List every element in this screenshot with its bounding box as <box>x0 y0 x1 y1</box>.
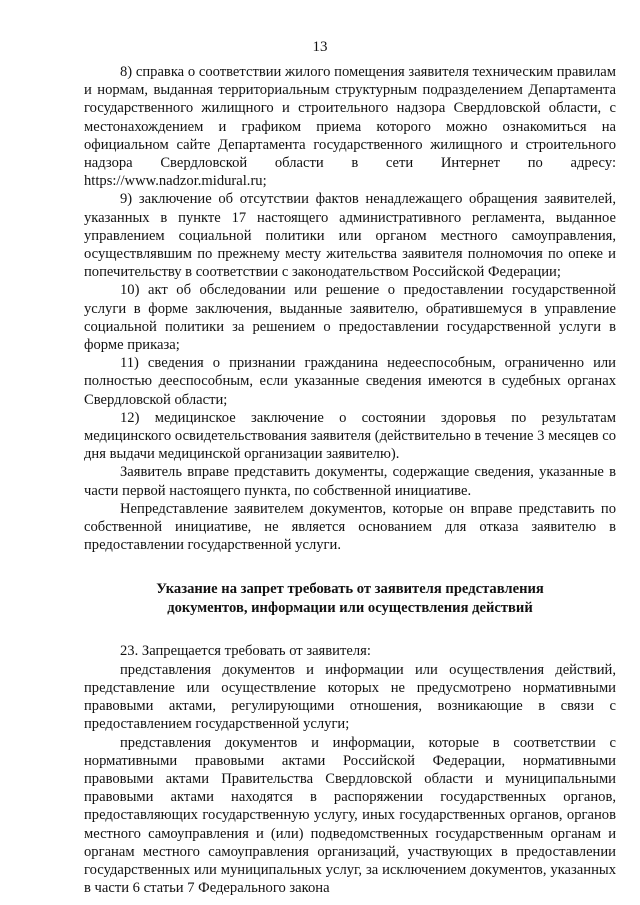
page-number: 13 <box>312 39 328 55</box>
paragraph-applicant-right: Заявитель вправе представить документы, содержащие сведения, указанные в части первой настоящего пункта, по собственной инициативе. <box>84 464 616 499</box>
paragraph-item-11: 11) сведения о признании гражданина недееспособным, ограниченно или полностью дееспособным, если указанные сведения имеются в судебных органах Свердловской области; <box>84 355 616 408</box>
paragraph-23-prohibition-1: представления документов и информации или осуществления действий, представление или осуществление которых не предусмотрено нормативными правовыми актами, регулирующими отношения, возникающие в связи с предоставлением государственной услуги; <box>84 661 616 733</box>
section-heading-line-2: документов, информации или осуществления действий <box>167 600 533 617</box>
section-heading <box>84 580 616 618</box>
paragraph-23-intro: 23. Запрещается требовать от заявителя: <box>120 643 371 660</box>
section-heading-line-1: Указание на запрет требовать от заявителя представления <box>156 581 544 598</box>
paragraph-item-10: 10) акт об обследовании или решение о предоставлении государственной услуги в форме заключения, выданные заявителю, обратившемуся в управление социальной политики за решением о предоставлении государственной услуги в форме приказа; <box>84 282 616 354</box>
paragraph-23-prohibition-2: представления документов и информации, которые в соответствии с нормативными правовыми актами Российской Федерации, нормативными правовыми актами Правительства Свердловской области и муниципальными правовыми актами находятся в распоряжении государственных органов, предоставляющих государственную услугу, иных государственных органов, органов местного самоуправления и (или) подведомственных государственным органам и органам местного самоуправления организаций, участвующих в предоставлении государственных или муниципальных услуг, за исключением документов, указанных в части 6 статьи 7 Федерального закона <box>84 734 616 897</box>
paragraph-item-12: 12) медицинское заключение о состоянии здоровья по результатам медицинского освидетельствования заявителя (действительно в течение 3 месяцев со дня выдачи медицинской организации заявителю). <box>84 409 616 463</box>
document-body <box>84 63 616 897</box>
paragraph-item-9: 9) заключение об отсутствии фактов ненадлежащего обращения заявителей, указанных в пункте 17 настоящего административного регламента, выданное управлением социальной политики или органом местного самоуправления, осуществлявшим по прежнему месту жительства заявителя полномочия по опеке и попечительству в соответствии с законодательством Российской Федерации; <box>84 191 616 281</box>
paragraph-non-submission: Непредставление заявителем документов, которые он вправе представить по собственной инициативе, не является основанием для отказа заявителю в предоставлении государственной услуги. <box>84 500 616 554</box>
paragraph-item-8: 8) справка о соответствии жилого помещения заявителя техническим правилам и нормам, выданная территориальным структурным подразделением Департамента государственного жилищного и строительного надзора Свердловской области, с местонахождением и графиком приема которого можно ознакомиться на официальном сайте Департамента государственного жилищного и строительного надзора Свердловской области в сети Интернет по адресу: https://www.nadzor.midural.ru; <box>84 64 616 190</box>
